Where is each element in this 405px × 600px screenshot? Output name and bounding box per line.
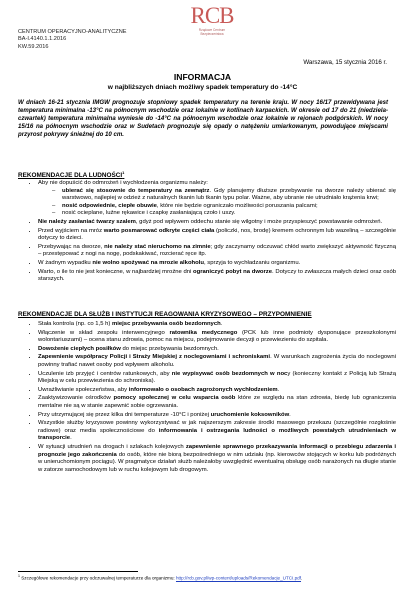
list-item: • Nie należy zasłaniać twarzy szalem, gdyż pod wpływem oddechu stanie się wilgotny i może przyspieszyć powstawanie odmrożeń. (38, 219, 396, 227)
list-item: • Warto, o ile to nie jest konieczne, w najbardziej mroźne dni ograniczyć pobyt na dworze. Dotyczy to zwłaszcza małych dzieci oraz osób starszych. (38, 269, 396, 284)
list-item: • Zaaktywizowanie ośrodków pomocy społecznej w celu wsparcia osób które ze względu na stan zdrowia, biedę lub ograniczenia mentalne nie są w stanie zapewnić sobie ogrzewania. (38, 395, 396, 410)
list-item: • Aby nie dopuścić do odmrożeń i wychłodzenia organizmu należy: – ubierać się stosownie do temperatury na zewnątrz. Gdy planujemy dłuższe przebywanie na dworze należy ubierać się warstwowo, najlepiej w odzież z naturalnych tkanin lub tkanin typu polar. Ważne, aby ubranie nie utrudniało krążenia krwi; – nosić odpowiednie, ciepłe obuwie, które nie będzie ograniczało możliwości poruszania palcami; – nosić ocieplane, luźne rękawice i czapkę zasłaniającą czoło i uszy. (38, 180, 396, 218)
footnote-link[interactable]: http://rcb.gov.pl/wp-content/uploads/Rekomendacje_UTCI.pdf (175, 575, 302, 581)
section-heading-services: REKOMENDACJE DLA SŁUŻB I INSTYTUCJI REAGOWANIA KRYZYSOWEGO – PRZYPOMNIENIE (18, 311, 312, 318)
footnote-marker: 1 (122, 170, 125, 175)
rcb-logo (190, 4, 234, 36)
section-heading-population: REKOMENDACJE DLA LUDNOŚCI$^1$ (18, 170, 125, 180)
list-item: • Przy utrzymującej się przez kilka dni temperaturze -10°C i poniżej uruchomienie koksowników. (38, 412, 396, 420)
reference-number: KW.59.2016 (18, 43, 49, 50)
logo-mark: RCB (190, 3, 234, 28)
document-header-left (18, 29, 126, 51)
intro-paragraph: W dniach 16-21 stycznia IMGW prognozuje stopniowy spadek temperatury na terenie kraju. W nocy 16/17 przewidywana jest temperatura minimalna -13°C na północnym wschodzie oraz lokalnie w kotlinach karpackich. W okresie od 17 do 21 (niedziela-czwartek) temperatura minimalna wyniesie do -14°C na północnym wschodzie oraz lokalnie w rejonach podgórskich. W nocy 15/16 na północnym wschodzie oraz w Sudetach prognozuje się opady o natężeniu umiarkowanym, powodujące miejscami przyrost pokrywy śnieżnej do 10 cm. (18, 99, 388, 138)
list-item: • Przebywając na dworze, nie należy stać nieruchomo na zimnie; gdy zaczynamy odczuwać chłód warto zwiększyć aktywność fizyczną – przestępować z nogi na nogę, podskakiwać, rozcierać ręce itp. (38, 244, 396, 259)
sublist (38, 188, 396, 218)
list-item: • Stała kontrola (np. co 1,5 h) miejsc przebywania osób bezdomnych. (38, 321, 396, 329)
footnote-separator (18, 571, 138, 572)
sub-list-item: – nosić odpowiednie, ciepłe obuwie, które nie będzie ograniczało możliwości poruszania palcami; (52, 203, 396, 211)
logo-subtitle: Rządowe Centrum Bezpieczeństwa (198, 28, 226, 36)
reference-number: BA-I.4140.1.1.2016 (18, 36, 67, 43)
list-item: • Dowożenie ciepłych posiłków do miejsc przebywania bezdomnych. (38, 346, 396, 354)
list-item: • Uczulenie izb przyjęć i centrów ratunkowych, aby nie wypisywać osób bezdomnych w nocy (konieczny kontakt z Policją lub Strażą Miejską w celu przewiezienia do schroniska). (38, 371, 396, 386)
list-item: • W sytuacji utrudnień na drogach i szlakach kolejowych zapewnienie sprawnego przekazywania informacji o przebiegu zdarzenia i prognozie jego zakończenia do osób, które nie biorą bezpośredniego w nim udziału (np. kierowców stojących w korku lub podróżnych w unieruchomionym pociągu). W pragmatyce działań służb należałoby uwzględnić ewentualną obsługę osób narażonych na długie stanie w zatorze samochodowym lub w ruchu kolejowym lub drogowym. (38, 444, 396, 474)
recommendations-services-list (28, 321, 396, 475)
list-item: • W żadnym wypadku nie wolno spożywać na mrozie alkoholu, sprzyja to wychładzaniu organizmu. (38, 260, 396, 268)
list-item: • Przed wyjściem na mróz warto posmarować odkryte części ciała (policzki, nos, brodę) kremem ochronnym lub wazeliną – szczególnie dotyczy to dzieci. (38, 228, 396, 243)
footnote-marker: 1 (18, 574, 20, 578)
org-name: CENTRUM OPERACYJNO-ANALITYCZNE (18, 29, 127, 35)
document-date: Warszawa, 15 stycznia 2016 r. (303, 59, 387, 66)
sub-list-item: – ubierać się stosownie do temperatury na zewnątrz. Gdy planujemy dłuższe przebywanie na dworze należy ubierać się warstwowo, najlepiej w odzież z naturalnych tkanin lub tkanin typu polar. Ważne, aby ubranie nie utrudniało krążenia krwi; (52, 188, 396, 203)
list-item: • Włączenie w skład zespołu interwencyjnego ratownika medycznego (PCK lub inne podmioty dysponujące przeszkolonymi wolontariuszami) – ocena stanu zdrowia, pomoc na miejscu, podejmowanie decyzji o przewiezieniu do szpitala. (38, 330, 396, 345)
document-subtitle: w najbliższych dniach możliwy spadek temperatury do -14°C (107, 84, 298, 91)
document-title: INFORMACJA (173, 72, 232, 82)
list-item: • Wszystkie służby kryzysowe powinny wykorzystywać w jak najszerszym zakresie środki masowego przekazu (szczególnie rozgłośnie radiowe) oraz media społecznościowe do informowania i ostrzegania ludności o możliwych powstałych utrudnieniach w transporcie. (38, 420, 396, 443)
sub-list-item: – nosić ocieplane, luźne rękawice i czapkę zasłaniającą czoło i uszy. (52, 210, 396, 218)
footnote: $^1$ Szczegółowe rekomendacje przy odczuwalnej temperaturze dla organizmu: http://rcb.gov.pl/wp-content/uploads/Rekomendacje_UTCI.pdf. (18, 574, 303, 581)
list-item: • Uwrażliwianie społeczeństwa, aby informowało o osobach zagrożonych wychłodzeniem. (38, 387, 396, 395)
list-item: • Zapewnienie współpracy Policji i Straży Miejskiej z noclegowniami i schroniskami. W warunkach zagrożenia życia do noclegowni powinny trafiać nawet osoby pod wpływem alkoholu. (38, 354, 396, 369)
recommendations-population-list (28, 180, 396, 285)
